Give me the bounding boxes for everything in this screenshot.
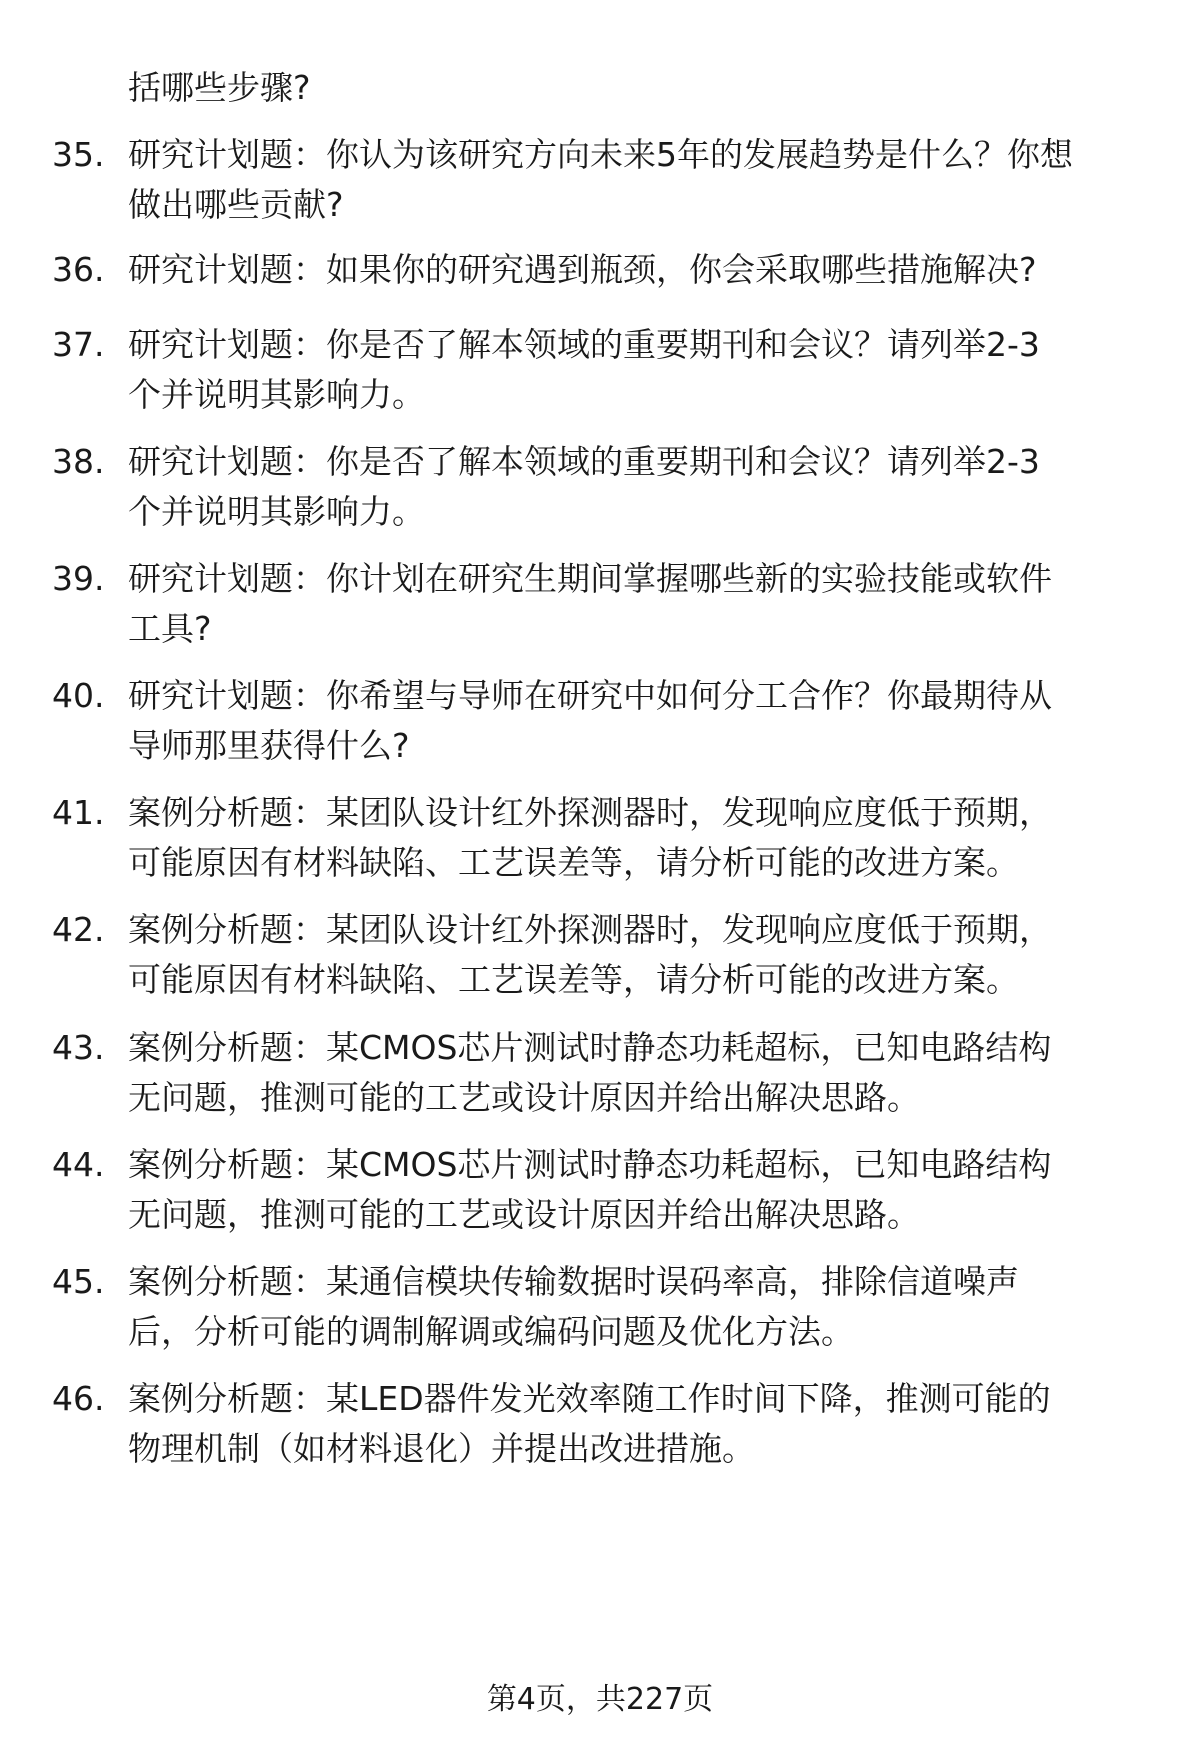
item-number: 45. (52, 1262, 105, 1301)
item-text-line: 无问题，推测可能的工艺或设计原因并给出解决思路。 (128, 1078, 920, 1117)
page-number: 第4页，共227页 (486, 1682, 714, 1717)
item-number: 36. (52, 250, 105, 289)
item-text-line: 无问题，推测可能的工艺或设计原因并给出解决思路。 (128, 1195, 920, 1234)
item-text-line: 案例分析题：某CMOS芯片测试时静态功耗超标，已知电路结构 (128, 1145, 1052, 1184)
item-number: 37. (52, 325, 105, 364)
item-number: 38. (52, 442, 105, 481)
item-text-line: 个并说明其影响力。 (128, 492, 425, 531)
item-text-line: 导师那里获得什么? (128, 726, 410, 765)
item-text-line: 案例分析题：某LED器件发光效率随工作时间下降，推测可能的 (128, 1379, 1051, 1418)
item-text-line: 案例分析题：某通信模块传输数据时误码率高，排除信道噪声 (128, 1262, 1019, 1301)
item-number: 39. (52, 559, 105, 598)
item-text-line: 案例分析题：某团队设计红外探测器时，发现响应度低于预期， (128, 910, 1052, 949)
item-text-line: 研究计划题：你计划在研究生期间掌握哪些新的实验技能或软件 (128, 559, 1052, 598)
item-text-line: 研究计划题：你是否了解本领域的重要期刊和会议？请列举2-3 (128, 442, 1040, 481)
item-number: 40. (52, 676, 105, 715)
item-text-line: 个并说明其影响力。 (128, 375, 425, 414)
item-text-line: 后，分析可能的调制解调或编码问题及优化方法。 (128, 1312, 854, 1351)
continuation-line: 括哪些步骤? (128, 68, 311, 107)
item-text-line: 可能原因有材料缺陷、工艺误差等，请分析可能的改进方案。 (128, 960, 1019, 999)
item-number: 44. (52, 1145, 105, 1184)
item-number: 41. (52, 793, 105, 832)
item-text-line: 研究计划题：你认为该研究方向未来5年的发展趋势是什么？你想 (128, 135, 1073, 174)
item-text-line: 物理机制（如材料退化）并提出改进措施。 (128, 1429, 755, 1468)
item-text-line: 工具? (128, 609, 212, 648)
item-text-line: 案例分析题：某团队设计红外探测器时，发现响应度低于预期， (128, 793, 1052, 832)
item-text-line: 研究计划题：你是否了解本领域的重要期刊和会议？请列举2-3 (128, 325, 1040, 364)
item-number: 43. (52, 1028, 105, 1067)
item-number: 42. (52, 910, 105, 949)
item-text-line: 做出哪些贡献? (128, 185, 344, 224)
item-number: 46. (52, 1379, 105, 1418)
watermark (373, 285, 927, 994)
item-text-line: 可能原因有材料缺陷、工艺误差等，请分析可能的改进方案。 (128, 843, 1019, 882)
item-text-line: 研究计划题：如果你的研究遇到瓶颈，你会采取哪些措施解决? (128, 250, 1037, 289)
item-text-line: 研究计划题：你希望与导师在研究中如何分工合作？你最期待从 (128, 676, 1052, 715)
item-number: 35. (52, 135, 105, 174)
item-text-line: 案例分析题：某CMOS芯片测试时静态功耗超标，已知电路结构 (128, 1028, 1052, 1067)
